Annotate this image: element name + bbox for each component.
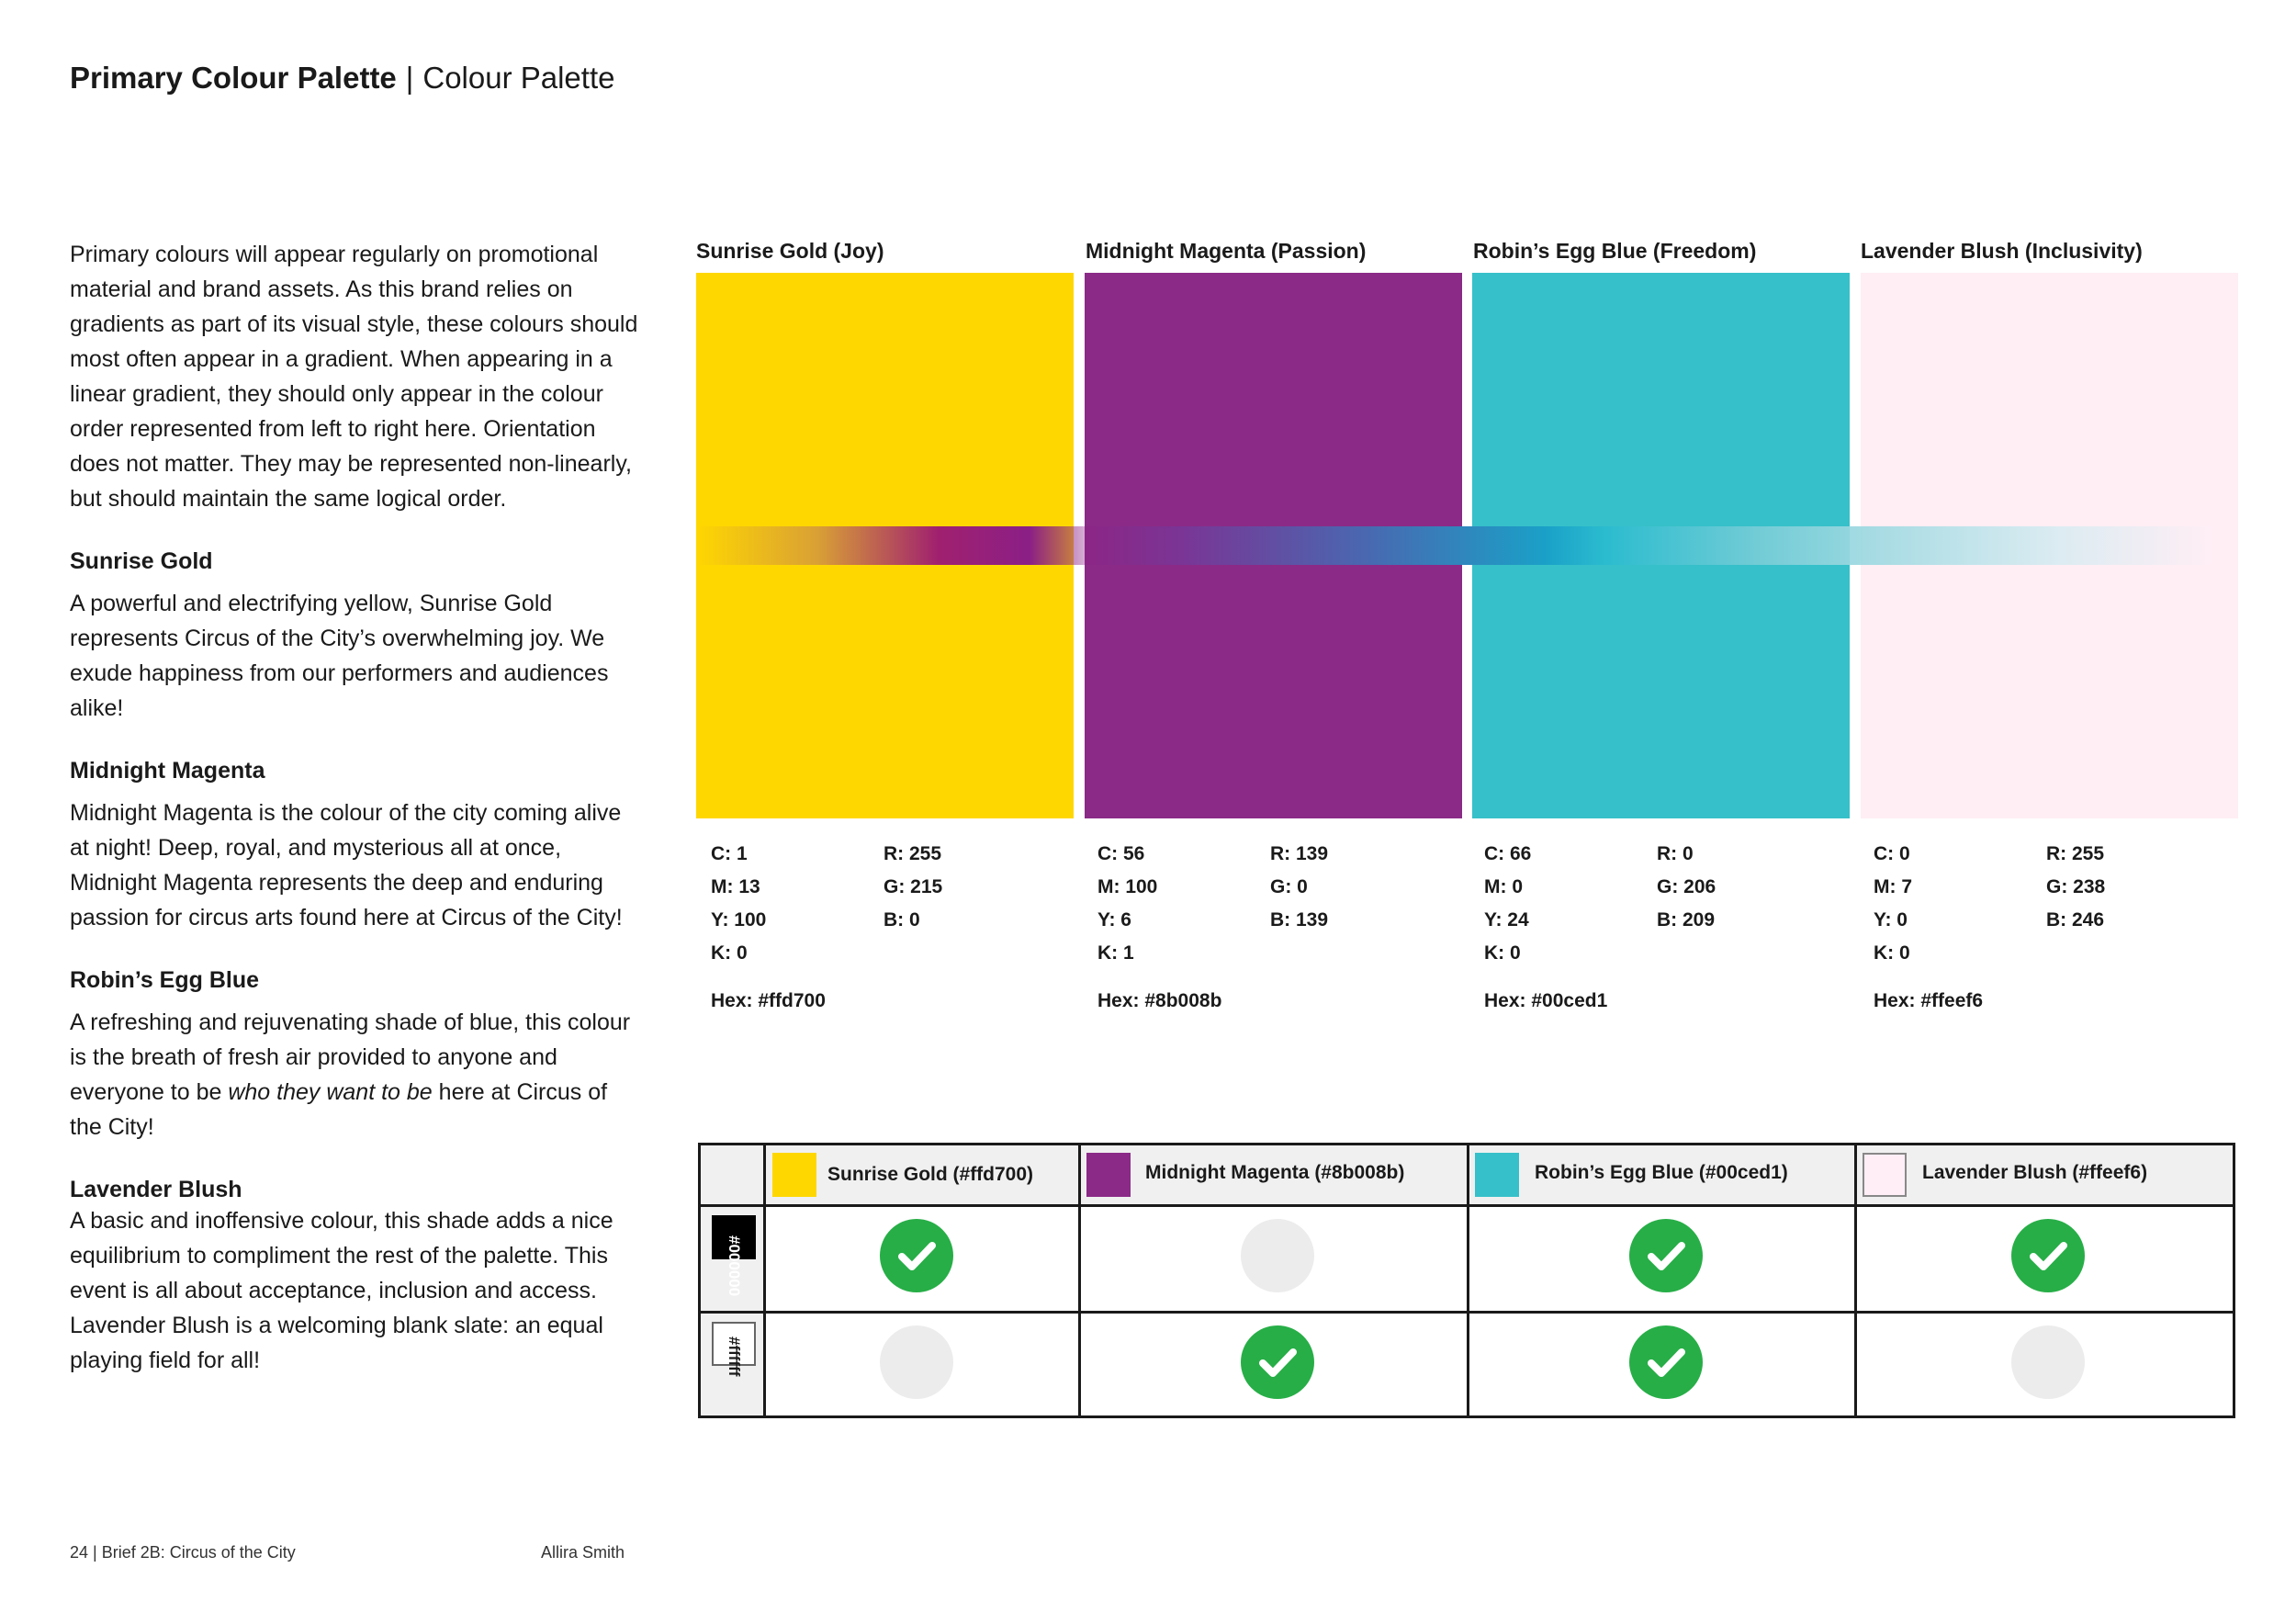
hex-value: Hex: #8b008b [1097,990,1222,1011]
rgb-r: R: 0 [1657,843,1694,864]
footer-page-info: 24 | Brief 2B: Circus of the City [70,1543,296,1562]
section-title-sunrise-gold: Sunrise Gold [70,548,213,574]
hex-value: Hex: #00ced1 [1484,990,1608,1011]
title-separator: | [405,61,414,95]
empty-circle-icon [1241,1219,1314,1292]
check-icon [1629,1219,1703,1292]
cmyk-m: M: 100 [1097,876,1158,897]
table-divider [763,1145,766,1415]
table-divider [1467,1145,1469,1415]
column-label-lavender-blush: Lavender Blush (#ffeef6) [1922,1162,2148,1183]
rgb-b: B: 209 [1657,909,1716,930]
hex-value: Hex: #ffeef6 [1874,990,1984,1011]
section-body-lavender-blush: A basic and inoffensive colour, this shade adds a nice equilibrium to compliment the rest of the palette. This event is all about acceptance, inclusion and access. Lavender Blush is a welcoming blank slate: an equal playing field for all! [70,1208,613,1373]
swatch-label-sunrise-gold: Sunrise Gold (Joy) [696,239,884,263]
cmyk-k: K: 0 [711,942,748,964]
section-title-midnight-magenta: Midnight Magenta [70,758,265,784]
rgb-g: G: 206 [1657,876,1716,897]
row-label-white: #ffffff [726,1336,743,1377]
section-body-sunrise-gold: A powerful and electrifying yellow, Sunrise Gold represents Circus of the City’s overwhelming joy. We exude happiness from our performers and audiences alike! [70,591,609,721]
section-body-robins-egg-blue [70,1005,639,1145]
check-icon [1241,1325,1314,1399]
column-chip-midnight-magenta [1086,1153,1131,1197]
rgb-r: R: 255 [884,843,942,864]
rgb-r: R: 139 [1270,843,1329,864]
column-label-robins-egg-blue: Robin’s Egg Blue (#00ced1) [1535,1162,1788,1183]
cmyk-k: K: 0 [1874,942,1910,964]
check-icon [1629,1325,1703,1399]
cmyk-c: C: 0 [1874,843,1910,864]
page-title [70,61,614,96]
column-label-midnight-magenta: Midnight Magenta (#8b008b) [1145,1162,1405,1183]
rgb-g: G: 0 [1270,876,1308,897]
row-label-black: #000000 [726,1235,743,1297]
check-icon [880,1219,953,1292]
cmyk-m: M: 7 [1874,876,1912,897]
column-chip-lavender-blush [1863,1153,1907,1197]
footer-author: Allira Smith [541,1543,625,1562]
column-label-sunrise-gold: Sunrise Gold (#ffd700) [827,1164,1034,1185]
column-chip-robins-egg-blue [1475,1153,1519,1197]
check-icon [2011,1219,2085,1292]
rgb-g: G: 215 [884,876,943,897]
cmyk-k: K: 0 [1484,942,1521,964]
page-title-bold: Primary Colour Palette [70,61,397,95]
intro-text-column [70,237,639,1378]
hex-value: Hex: #ffd700 [711,990,826,1011]
swatch-label-lavender-blush: Lavender Blush (Inclusivity) [1861,239,2143,263]
rgb-b: B: 246 [2046,909,2105,930]
section-title-robins-egg-blue: Robin’s Egg Blue [70,967,260,993]
empty-circle-icon [880,1325,953,1399]
cmyk-m: M: 13 [711,876,760,897]
swatch-label-robins-egg-blue: Robin’s Egg Blue (Freedom) [1473,239,1757,263]
cmyk-k: K: 1 [1097,942,1134,964]
cmyk-y: Y: 24 [1484,909,1529,930]
body-emphasis: who they want to be [228,1079,433,1105]
page-title-light: Colour Palette [422,61,615,95]
cmyk-y: Y: 100 [711,909,767,930]
contrast-table [698,1143,2235,1418]
rgb-g: G: 238 [2046,876,2106,897]
intro-paragraph: Primary colours will appear regularly on promotional material and brand assets. As this brand relies on gradients as part of its visual style, these colours should most often appear in a gradient. When appearing in a linear gradient, they should only appear in the colour order represented from left to right here. Orientation does not matter. They may be represented non-linearly, but should maintain the same logical order. [70,242,638,512]
cmyk-c: C: 56 [1097,843,1145,864]
cmyk-y: Y: 6 [1097,909,1131,930]
table-divider [1854,1145,1857,1415]
table-divider [1078,1145,1081,1415]
section-body-midnight-magenta: Midnight Magenta is the colour of the city coming alive at night! Deep, royal, and mysterious all at once, Midnight Magenta represents the deep and enduring passion for circus arts found here at Circus of the City! [70,800,623,930]
rgb-b: B: 0 [884,909,920,930]
empty-circle-icon [2011,1325,2085,1399]
cmyk-y: Y: 0 [1874,909,1908,930]
swatch-label-midnight-magenta: Midnight Magenta (Passion) [1086,239,1367,263]
body-text: here at Circus of the City! [70,1079,608,1140]
rgb-r: R: 255 [2046,843,2105,864]
column-chip-sunrise-gold [772,1153,816,1197]
section-title-lavender-blush: Lavender Blush [70,1177,242,1202]
cmyk-c: C: 1 [711,843,748,864]
body-text: A refreshing and rejuvenating shade of blue, this colour is the breath of fresh air provided to anyone and everyone to be [70,1009,631,1105]
cmyk-c: C: 66 [1484,843,1532,864]
rgb-b: B: 139 [1270,909,1329,930]
cmyk-m: M: 0 [1484,876,1523,897]
gradient-strip [696,526,2212,565]
